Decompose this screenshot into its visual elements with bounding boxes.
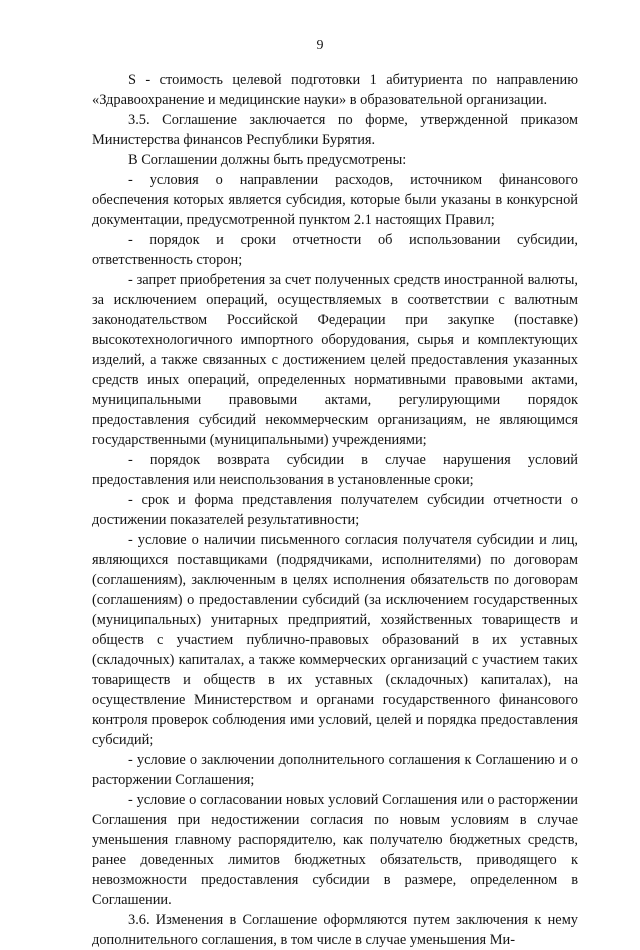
paragraph-agreement-intro: В Соглашении должны быть предусмотрены: xyxy=(128,152,407,168)
list-item-supplementary-agreement: - условие о заключении дополнительного соглашения к Соглашению и о расторжении Соглашения; xyxy=(92,752,578,788)
list-item-expense-conditions: - условия о направлении расходов, источником финансового обеспечения которых является субсидия, которые были указаны в конкурсной документации, предусмотренной пунктом 2.1 настоящих Правил; xyxy=(92,172,578,228)
list-item-reporting: - порядок и сроки отчетности об использовании субсидии, ответственность сторон; xyxy=(92,232,578,268)
list-item-written-consent: - условие о наличии письменного согласия получателя субсидии и лиц, являющихся поставщиками (подрядчиками, исполнителями) по договорам (соглашениям), заключенным в целях исполнения обязательств по договорам (соглашениям) о предоставлении субсидий (за исключением государственных (муниципальных) унитарных предприятий, хозяйственных товариществ и обществ с участием публично-правовых образований в их уставных (складочных) капиталах, а также коммерческих организаций с участием таких товариществ и обществ в их уставных (складочных) капиталах), на осуществление Министерством и органами государственного финансового контроля проверок соблюдения ими условий, целей и порядка предоставления субсидий; xyxy=(92,532,578,748)
paragraph-3-6: 3.6. Изменения в Соглашение оформляются путем заключения к нему дополнительного соглашения, в том числе в случае уменьшения Ми- xyxy=(92,912,578,948)
paragraph-3-5: 3.5. Соглашение заключается по форме, утвержденной приказом Министерства финансов Республики Бурятия. xyxy=(92,112,578,148)
page-number: 9 xyxy=(316,38,324,53)
list-item-performance-reporting: - срок и форма представления получателем субсидии отчетности о достижении показателей результативности; xyxy=(92,492,578,528)
list-item-refund-procedure: - порядок возврата субсидии в случае нарушения условий предоставления или неиспользования в установленные сроки; xyxy=(92,452,578,488)
document-body xyxy=(92,70,578,950)
list-item-currency-ban: - запрет приобретения за счет полученных средств иностранной валюты, за исключением операций, осуществляемых в соответствии с валютным законодательством Российской Федерации при закупке (поставке) высокотехнологичного импортного оборудования, сырья и комплектующих изделий, а также связанных с достижением целей предоставления указанных средств иных операций, определенных нормативными правовыми актами, муниципальными правовыми актами, регулирующими порядок предоставления субсидий некоммерческим организациям, не являющимся государственными (муниципальными) учреждениями; xyxy=(92,272,578,448)
paragraph-formula-variable: S - стоимость целевой подготовки 1 абитуриента по направлению «Здравоохранение и медицинские науки» в образовательной организации. xyxy=(92,72,578,108)
list-item-new-conditions: - условие о согласовании новых условий Соглашения или о расторжении Соглашения при недостижении согласия по новым условиям в случае уменьшения главному распорядителю, как получателю бюджетных средств, ранее доведенных лимитов бюджетных обязательств, приводящего к невозможности предоставления субсидии в размере, определенном в Соглашении. xyxy=(92,792,578,908)
